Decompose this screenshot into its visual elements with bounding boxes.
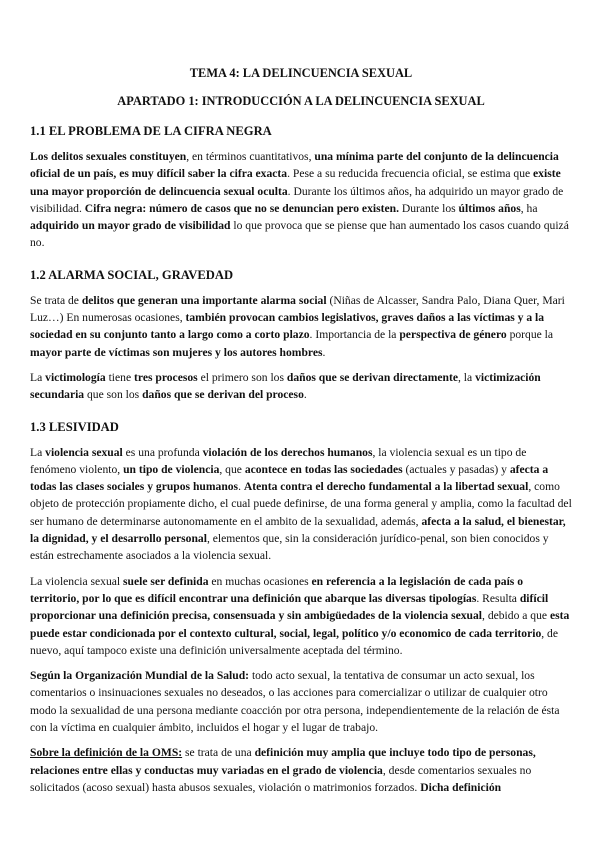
text-run: , de nuevo, aquí tampoco existe una definición universalmente aceptada del término.	[30, 626, 558, 657]
text-run: se trata de una	[182, 746, 255, 760]
paragraph	[30, 148, 572, 252]
text-run: , desde comentarios sexuales no solicitados (acoso sexual) hasta abusos sexuales, violación o matrimonios forzados.	[30, 763, 532, 794]
bold-text: daños que se derivan directamente	[286, 370, 458, 384]
text-run: .	[238, 480, 244, 494]
text-run: . Pese a su reducida frecuencia oficial, se estima que	[287, 167, 534, 181]
text-run: . Resulta	[476, 591, 520, 605]
bold-text: victimología	[45, 370, 106, 384]
bold-text: violación de los derechos humanos	[202, 445, 373, 459]
text-run: La	[30, 370, 46, 384]
text-run: , en términos cuantitativos,	[186, 150, 315, 163]
text-run: , que	[219, 462, 245, 476]
text-run: todo acto sexual, la tentativa de consumar un acto sexual, los comentarios o insinuaciones sexuales no deseados, o las acciones para comercializar o utilizar de cualquier otro modo la sexualidad de una persona mediante coacción por otra persona, independientemente de la relación de ésta con la víctima en cualquier ámbito, incluidos el hogar y el lugar de trabajo.	[30, 669, 560, 735]
bold-text: difícil proporcionar una definición precisa, consensuada y sin ambigüedades de la violencia sexual	[30, 591, 549, 623]
bold-text: perspectiva de género	[399, 328, 507, 342]
text-run: . Importancia de la	[309, 328, 400, 342]
section-heading: 1.1 EL PROBLEMA DE LA CIFRA NEGRA	[30, 124, 272, 138]
bold-text: esta puede estar condicionada por el contexto cultural, social, legal, político y/o economico de cada territorio	[30, 609, 570, 640]
bold-text: existe una mayor proporción de delincuencia sexual oculta	[30, 167, 561, 198]
bold-text: victimización secundaria	[30, 370, 541, 402]
bold-text: Los delitos sexuales constituyen	[30, 150, 187, 163]
text-run: , elementos que, sin la consideración jurídico-penal, son bien conocidos y están estrechamente asociados a la violencia sexual.	[30, 532, 549, 563]
text-run: el primero son los	[197, 370, 287, 384]
bold-text: últimos años	[458, 201, 521, 215]
bold-text: mayor parte de víctimas son mujeres y los autores hombres	[30, 345, 323, 359]
text-run: , la violencia sexual es un tipo de fenómeno violento,	[30, 445, 527, 476]
document-body	[30, 122, 572, 796]
text-run: Se trata de	[30, 293, 82, 307]
text-run: que son los	[84, 388, 143, 402]
underlined-text	[30, 746, 182, 759]
paragraph	[30, 444, 572, 565]
text-run: .	[303, 388, 307, 402]
paragraph	[30, 292, 572, 361]
text-run: .	[322, 345, 326, 359]
text-run: . Durante los últimos años, ha adquirido un mayor grado de visibilidad.	[30, 184, 564, 215]
bold-text: Según la Organización Mundial de la Salud:	[30, 669, 250, 683]
text-run: La	[30, 445, 46, 459]
text-run: lo que provoca que se piense que han aumentado los casos cuando quizá no.	[30, 219, 569, 250]
paragraph	[30, 667, 572, 736]
text-run: Durante los	[398, 201, 459, 215]
bold-text: definición muy amplia que incluye todo tipo de personas, relaciones entre ellas y conductas muy variadas en el grado de violencia	[30, 746, 536, 777]
text-run: (Niñas de Alcasser, Sandra Palo, Diana Quer, Mari Luz…) En numerosas ocasiones,	[30, 293, 565, 325]
text-run: tiene	[105, 370, 135, 384]
text-run: , como objeto de protección propiamente dicho, el cual puede definirse, de una forma general y amplia, como la facultad del ser humano de determinarse autonomamente en el ambito de la sexualidad, además,	[30, 480, 572, 528]
bold-text: acontece en todas las sociedades	[244, 462, 403, 476]
bold-text: una mínima parte del conjunto de la delincuencia oficial de un país, es muy difícil saber la cifra exacta	[30, 150, 559, 181]
text-run: en muchas ocasiones	[208, 574, 312, 588]
text-run: , la	[458, 370, 476, 384]
bold-text: también provocan cambios legislativos, graves daños a las víctimas y a la sociedad en su conjunto tanto a largo como a corto plazo	[30, 311, 545, 342]
text-run: , debido a que	[482, 609, 550, 623]
text-run: , ha	[520, 201, 538, 215]
section-heading: 1.3 LESIVIDAD	[30, 419, 119, 434]
paragraph	[30, 369, 572, 404]
bold-text: adquirido un mayor grado de visibilidad	[30, 219, 231, 233]
document-title: TEMA 4: LA DELINCUENCIA SEXUAL	[189, 66, 413, 80]
bold-text: violencia sexual	[45, 445, 123, 459]
text-run: (actuales y pasadas) y	[402, 462, 510, 476]
bold-text: un tipo de violencia	[123, 462, 220, 476]
bold-text: afecta a todas las clases sociales y grupos humanos	[30, 462, 549, 494]
text-run: La violencia sexual	[30, 574, 124, 588]
text-run: porque la	[506, 328, 554, 342]
bold-text: delitos que generan una importante alarma social	[81, 293, 327, 307]
bold-text: Atenta contra el derecho fundamental a la libertad sexual	[243, 480, 529, 494]
section-heading: 1.2 ALARMA SOCIAL, GRAVEDAD	[30, 267, 234, 282]
text-run: es una profunda	[122, 445, 203, 459]
bold-text: en referencia a la legislación de cada país o territorio, por lo que es difícil encontrar una definición que abarque las diversas tipologías	[30, 574, 523, 605]
document-subtitle: APARTADO 1: INTRODUCCIÓN A LA DELINCUENCIA SEXUAL	[117, 94, 485, 108]
bold-text: Dicha definición	[420, 780, 502, 794]
paragraph	[30, 744, 572, 796]
bold-text: Sobre la definición de la OMS:	[30, 746, 183, 760]
bold-text: tres procesos	[134, 370, 198, 384]
paragraph	[30, 573, 572, 659]
bold-text: daños que se derivan del proceso	[142, 388, 304, 402]
bold-text: afecta a la salud, el bienestar, la dignidad, y el desarrollo personal	[30, 514, 566, 546]
bold-text: Cifra negra: número de casos que no se denuncian pero existen.	[84, 201, 399, 215]
bold-text: suele ser definida	[123, 574, 209, 588]
